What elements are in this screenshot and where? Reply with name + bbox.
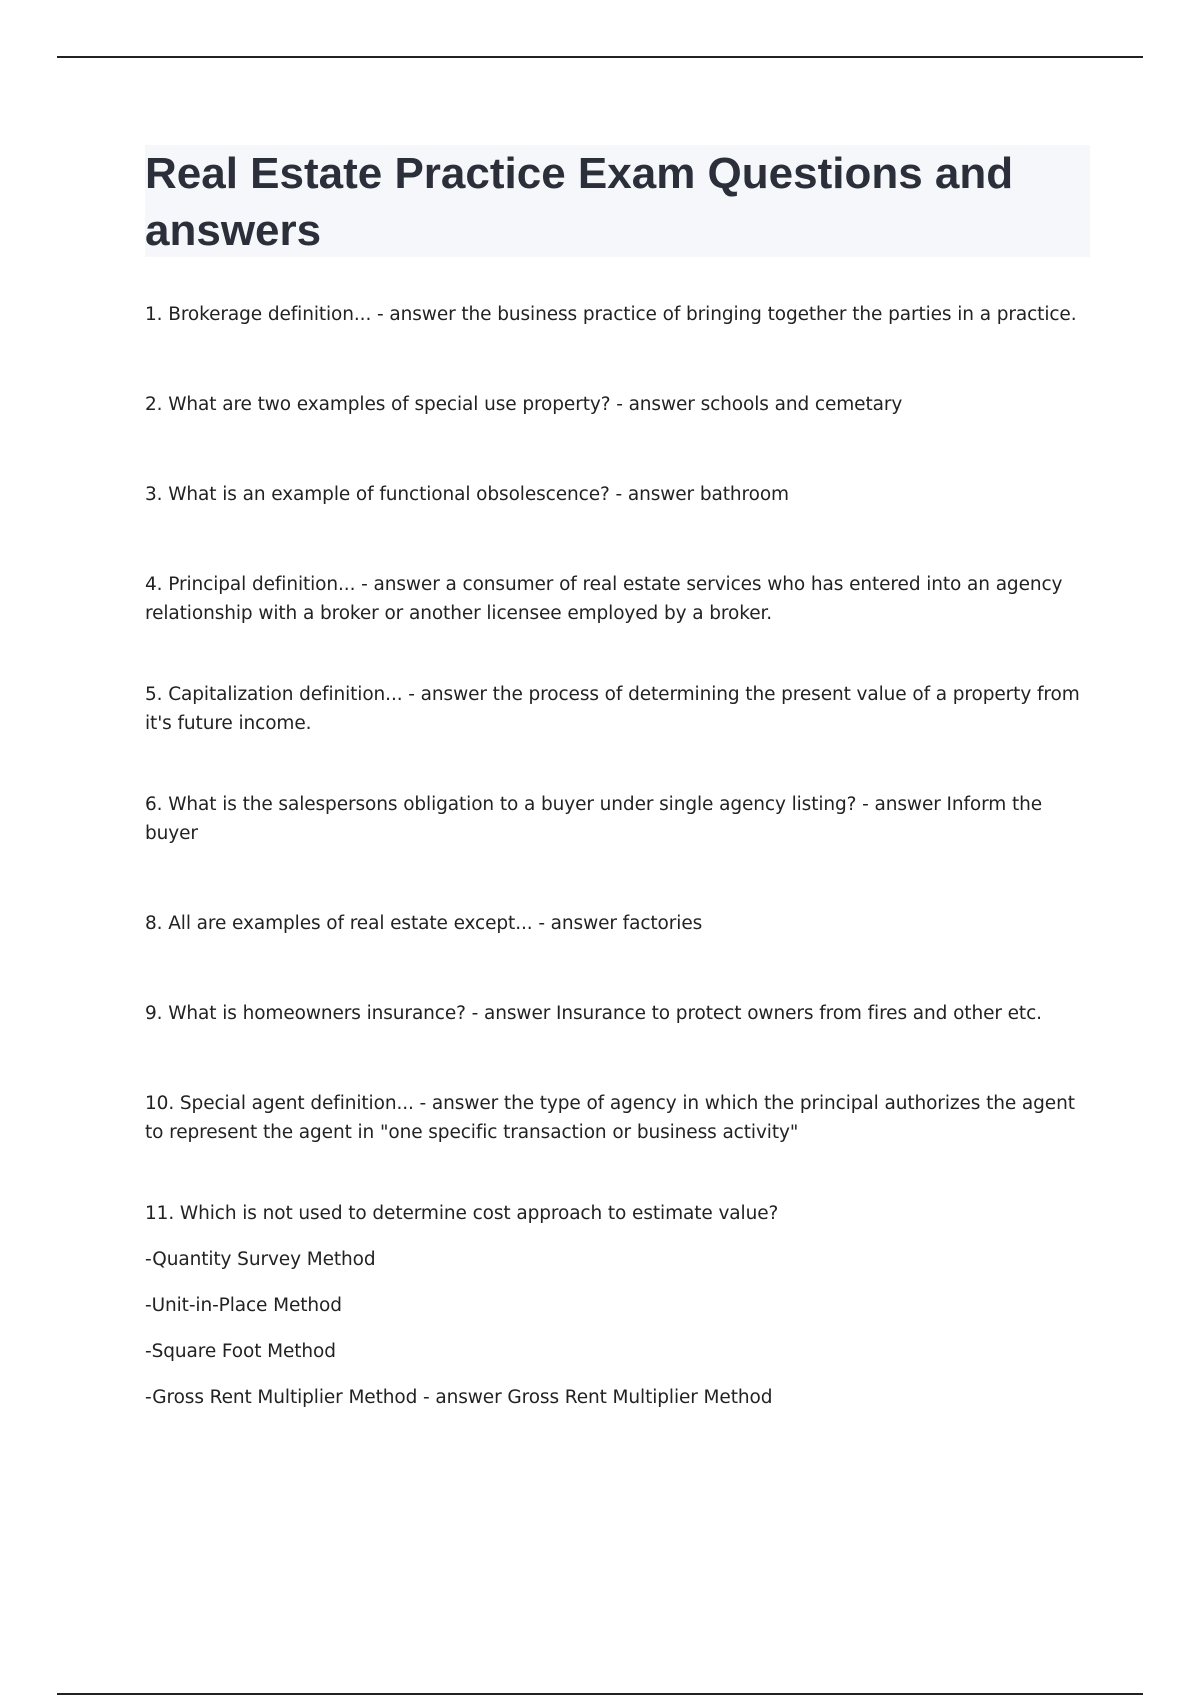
qa-item-2	[145, 390, 1090, 419]
qa-text: 10. Special agent definition... - answer the type of agency in which the principal authorizes the agent to represent the agent in "one specific transaction or business activity"	[145, 1093, 1075, 1143]
qa-item-9	[145, 999, 1090, 1028]
qa-text: 2. What are two examples of special use property? - answer schools and cemetary	[145, 394, 903, 415]
qa-option: -Unit-in-Place Method	[145, 1295, 342, 1316]
qa-item-4	[145, 570, 1090, 628]
top-rule	[57, 56, 1143, 58]
qa-option: -Square Foot Method	[145, 1341, 336, 1362]
qa-text: 5. Capitalization definition... - answer the process of determining the present value of a property from it's future income.	[145, 684, 1080, 734]
qa-text: 8. All are examples of real estate except... - answer factories	[145, 913, 703, 934]
qa-text: 4. Principal definition... - answer a consumer of real estate services who has entered into an agency relationship with a broker or another licensee employed by a broker.	[145, 574, 1063, 624]
qa-text: 9. What is homeowners insurance? - answer Insurance to protect owners from fires and other etc.	[145, 1003, 1042, 1024]
qa-text: 6. What is the salespersons obligation to a buyer under single agency listing? - answer Inform the buyer	[145, 794, 1043, 844]
title-block	[145, 145, 1090, 257]
document-title: Real Estate Practice Exam Questions and answers	[145, 149, 1014, 255]
qa-item-8	[145, 909, 1090, 938]
qa-list	[145, 300, 1090, 1473]
qa-option: -Quantity Survey Method	[145, 1249, 376, 1270]
qa-text: 1. Brokerage definition... - answer the business practice of bringing together the parties in a practice.	[145, 304, 1077, 325]
qa-question: 11. Which is not used to determine cost approach to estimate value?	[145, 1203, 779, 1224]
qa-item-3	[145, 480, 1090, 509]
qa-item-11	[145, 1199, 1090, 1412]
qa-item-6	[145, 790, 1090, 848]
qa-item-10	[145, 1089, 1090, 1147]
bottom-rule	[57, 1693, 1143, 1695]
qa-item-5	[145, 680, 1090, 738]
qa-item-1	[145, 300, 1090, 329]
qa-option: -Gross Rent Multiplier Method - answer Gross Rent Multiplier Method	[145, 1387, 773, 1408]
qa-text: 3. What is an example of functional obsolescence? - answer bathroom	[145, 484, 789, 505]
